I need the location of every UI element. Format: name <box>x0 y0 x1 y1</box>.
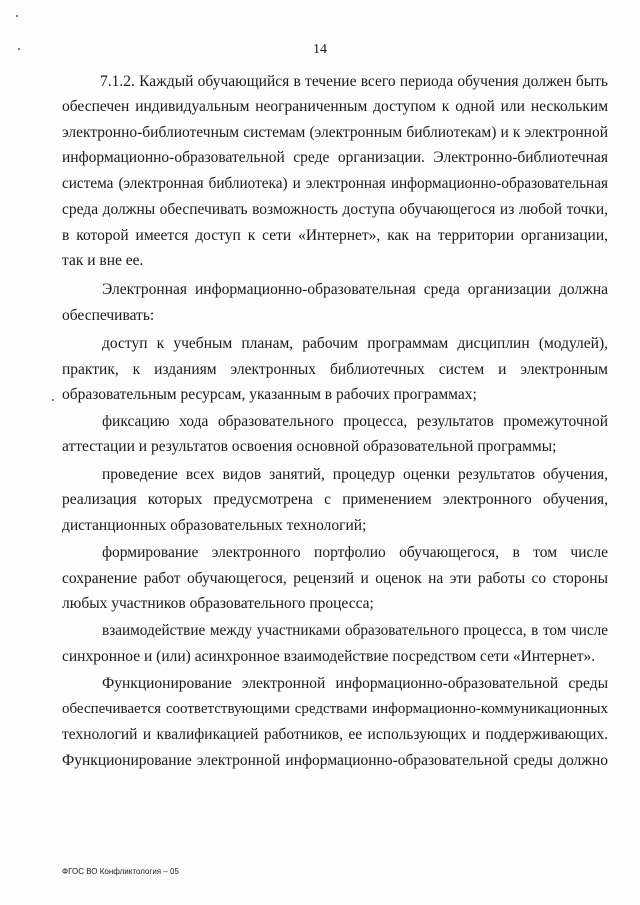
text-line: дистанционных образовательных технологий; <box>62 517 367 534</box>
scan-speck <box>16 15 18 17</box>
text-line: сохранение работ обучающегося, рецензий и оценок на эти работы со стороны <box>62 570 608 587</box>
text-line: Функционирование электронной информационно-образовательной среды должно <box>62 752 608 769</box>
text-line: реализация которых предусмотрена с применением электронного обучения, <box>62 491 608 508</box>
text-line: синхронное и (или) асинхронное взаимодействие посредством сети «Интернет». <box>62 648 596 665</box>
footer-text: ФГОС ВО Конфликтология – 05 <box>62 867 179 876</box>
text-line: электронно-библиотечным системам (электронным библиотекам) и к электронной <box>62 124 608 141</box>
page-number: 14 <box>313 42 327 57</box>
text-line: в которой имеется доступ к сети «Интернет», как на территории организации, <box>62 227 608 244</box>
text-line: обеспечивать: <box>62 307 155 324</box>
text-line: Функционирование электронной информационно-образовательной среды <box>102 675 608 692</box>
text-line: 7.1.2. Каждый обучающийся в течение всего периода обучения должен быть <box>100 73 608 90</box>
text-line: взаимодействие между участниками образовательного процесса, в том числе <box>102 622 608 639</box>
text-line: обеспечивается соответствующими средствами информационно-коммуникационных <box>62 701 608 717</box>
text-line: среда должны обеспечивать возможность доступа обучающегося из любой точки, <box>62 201 608 218</box>
text-line: практик, к изданиям электронных библиотечных систем и электронным <box>62 361 608 378</box>
text-line: обеспечен индивидуальным неограниченным доступом к одной или нескольким <box>62 98 608 115</box>
text-line: информационно-образовательной среде организации. Электронно-библиотечная <box>62 149 608 166</box>
text-line: формирование электронного портфолио обучающегося, в том числе <box>102 544 608 561</box>
text-line: так и вне ее. <box>62 252 144 269</box>
text-line: технологий и квалификацией работников, ее использующих и поддерживающих. <box>62 726 608 743</box>
text-line: любых участников образовательного процесса; <box>62 595 374 612</box>
text-line: Электронная информационно-образовательная среда организации должна <box>102 281 608 298</box>
text-line: доступ к учебным планам, рабочим программам дисциплин (модулей), <box>102 335 608 352</box>
text-line: фиксацию хода образовательного процесса, результатов промежуточной <box>102 413 608 430</box>
text-line: система (электронная библиотека) и электронная информационно-образовательная <box>62 175 608 192</box>
text-line: аттестации и результатов освоения основной образовательной программы; <box>62 438 557 455</box>
scan-speck <box>52 399 54 401</box>
text-line: проведение всех видов занятий, процедур оценки результатов обучения, <box>102 466 608 483</box>
text-line: образовательным ресурсам, указанным в рабочих программах; <box>62 386 477 403</box>
